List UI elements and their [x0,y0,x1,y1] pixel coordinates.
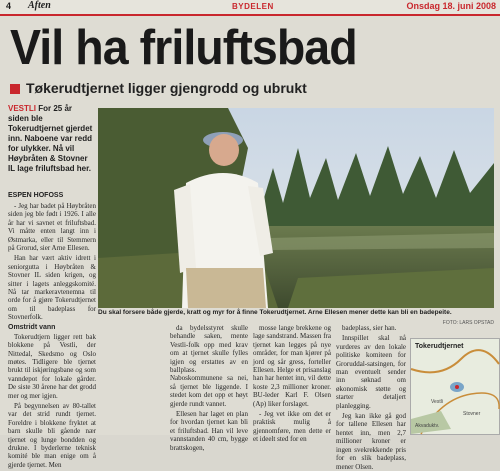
map-label: Vestli [431,399,443,405]
headline: Vil ha friluftsbad [10,21,357,75]
body-column-1 [8,202,96,469]
body-column-4 [336,324,406,471]
page-header [0,0,500,16]
paragraph: - Jeg har badet på Høybråten siden jeg ble født i 1926. I alle år har vi savnet et friluftsbad. Vi måtte enten langt inn i Østmarka, eller til Stemmern på Grorud, sier Arne Ellesen. [8,202,96,253]
paragraph: badeplass, sier han. [342,324,397,332]
paragraph: mosse lange brekkene og lage sandstrand. Massen fra tjernet kan legges på nye områder, for man kjører på jord og sår gress, forteller Ellesen. Helge et prisanslag han har hentet inn, vil dette koste 2,3 millioner kroner. BU-leder Karl F. Olsen (Ap) liker forslaget. [253,324,331,408]
photo-caption: Du skal forsere både gjerde, kratt og myr for å finne Tokerudtjernet. Arne Ellesen mener dette kan bli en badepeite. [98,309,494,316]
paragraph: Tokerudtjern ligger rett bak blokkene på Vestli, der Nittedal, Skedsmo og Oslo møtes. Tidligere ble tjernet brukt til iskjøringsbane og som vanndepot for lokale gårder. De siste 30 årene har det grodd mer og mer igjen. [8,332,96,400]
paragraph: På begynnelsen av 80-tallet var det strid rundt tjernet. Foreldre i blokkene fryktet at barn skulle bli gående nær tjernet og lunge bondden og drukne. I byderlerne teknisk komité ble man enige om å gjerde tjernet. Men [8,401,96,469]
paper-logo: Aften [28,0,51,11]
lede-text: For 25 år siden ble Tokerudtjernet gjerdet inn. Naboene var redd for ulykker. Nå vil Høybråten & Stovner IL lage friluftsbad her. [8,104,93,173]
article-photo [98,108,494,308]
paragraph: Han har vært aktiv idrett i seniorgutta i Høybråten & Stovner IL siden krigen, og sitter i lagets anleggskomité. Nå tar markeravtenemna til orde for å gjøre Tokerudtjernet om til badeplass for Stovnerfolk. [8,254,96,322]
location-map [410,338,500,435]
paragraph: - Jeg vet ikke om det er praktisk mulig å gjennomføre, men dette er et ideelt sted for en [253,410,331,444]
section-label: BYDELEN [232,2,274,11]
paragraph: Innspillet skal nå vurderes av den lokale politiske komiteen for Groruddal-satsingen, for man eventuelt sender inn søknad om økonomisk støtte og starter detaljert planlegging. [336,334,406,410]
body-column-3 [253,324,331,444]
red-square-bullet [10,84,20,94]
paragraph: Ellesen har laget en plan for hvordan tjernet kan bli et friluftsbad. Han vil leve vannstanden 40 cm, bygge brattskogen, [170,410,248,452]
lede-kicker: VESTLI [8,104,37,113]
byline: ESPEN HOFOSS [8,192,64,199]
map-title: Tokerudtjernet [415,343,464,350]
lede [8,104,93,174]
photo-credit: FOTO: LARS OPSTAD [442,320,494,326]
paragraph: Jeg kan ikke gå god for tallene Ellesen har hentet inn, men 2,7 millioner kroner er ingen svekrekkende pris for en slik badeplass, mener Olsen. [336,412,406,471]
crosshead: Omstridt vann [8,323,56,331]
body-column-2 [170,324,248,452]
map-graphic [411,339,499,434]
issue-date: Onsdag 18. juni 2008 [406,1,496,11]
subheadline-text: Tøkerudtjernet ligger gjengrodd og ubrukt [26,80,307,96]
paragraph: da bydelsstyret skulle behandle saken, mente Vestli-folk opp med krav om at tjernet skulle fylles igjen og erstattes av en ballplass. Naboskommunene sa nei, så tjernet ble liggende. I stedet kom det opp et høyt gjerde rundt vannet. [170,324,248,408]
page-number: 4 [6,1,12,11]
map-label: Stovner [463,411,481,417]
map-label: Akvaduktv. [415,423,440,429]
photo-illustration [98,108,494,308]
